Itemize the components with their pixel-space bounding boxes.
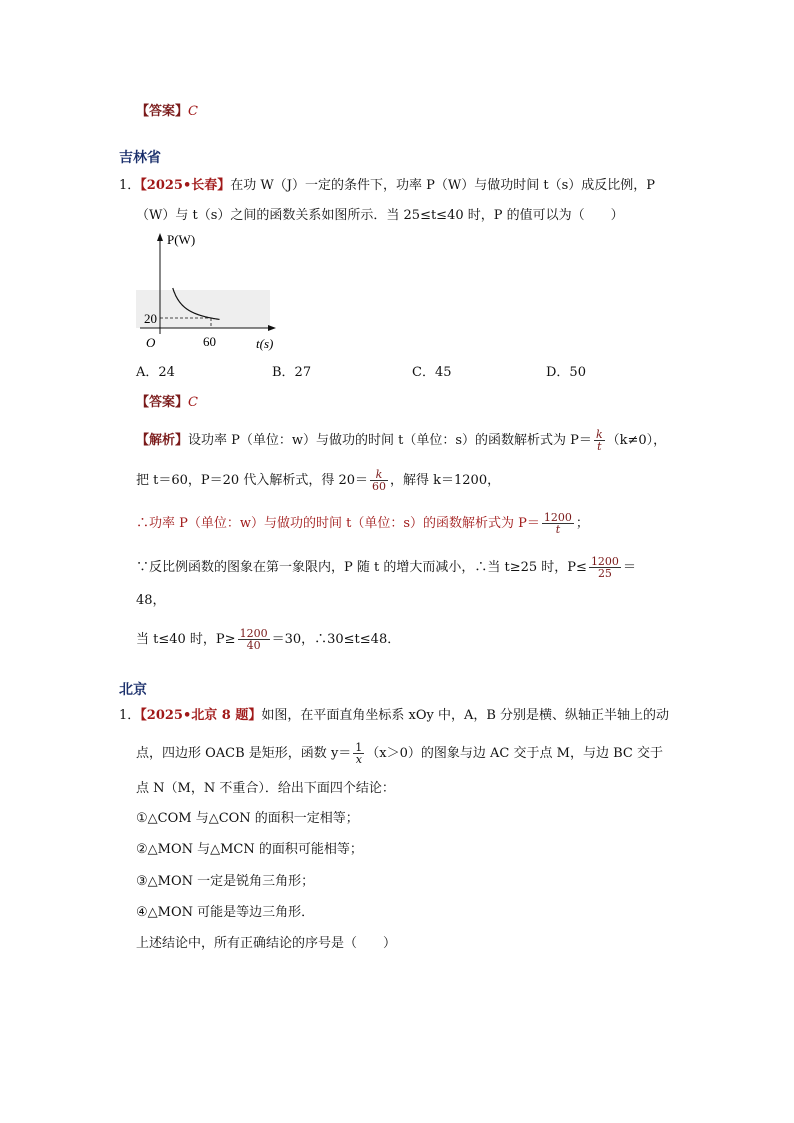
analysis-text: （k≠0）， [606,433,667,448]
analysis-text: 把 t＝60，P＝20 代入解析式，得 20＝ [136,473,368,488]
analysis-line4 [136,556,636,579]
fraction [589,556,621,579]
x-axis-arrow [268,325,276,331]
analysis-line3 [136,512,589,535]
fraction-numerator: 1 [355,741,363,754]
answer-label: 【答案】 [136,395,189,410]
inverse-proportion-graph [134,230,284,356]
fraction-denominator: t [597,440,602,453]
fraction-denominator: 25 [597,567,612,580]
jilin-answer [136,393,198,413]
option-d: D．50 [546,365,586,380]
beijing-question-prompt: 上述结论中，所有正确结论的序号是（ ） [136,936,397,951]
question-number: 1． [119,708,141,723]
beijing-question-line2 [136,742,663,765]
analysis-text: 当 t≤40 时，P≥ [136,632,236,647]
origin-label: O [146,335,156,350]
fraction [370,469,388,492]
analysis-text: 设功率 P（单位：w）与做功的时间 t（单位：s）的函数解析式为 P＝ [188,433,592,448]
analysis-text: ，解得 k＝1200， [390,473,501,488]
analysis-text: ＝30，∴30≤t≤48． [271,632,401,647]
beijing-question-line3: 点 N（M，N 不重合）．给出下面四个结论： [136,781,395,796]
analysis-text: ； [575,516,589,531]
fraction-numerator: k [370,469,388,481]
analysis-line2 [136,469,500,492]
beijing-question-line1 [119,706,669,726]
question-text: 点，四边形 OACB 是矩形，函数 y＝ [136,746,352,761]
conclusion-2: ②△MON 与△MCN 的面积可能相等； [136,842,363,857]
analysis-line1 [136,429,666,452]
fraction-numerator: 1200 [590,555,619,568]
question-text: 如图，在平面直角坐标系 xOy 中，A，B 分别是横、纵轴正半轴上的动 [261,708,670,723]
section-heading-beijing: 北京 [119,682,147,698]
answer-value: C [188,104,198,119]
top-answer [136,102,198,122]
question-text: 在功 W（J）一定的条件下，功率 P（W）与做功时间 t（s）成反比例，P [230,178,656,193]
fraction-denominator: 60 [372,480,386,493]
fraction-denominator: t [555,523,561,536]
option-a: A．24 [136,365,175,380]
source-tag: 【2025•北京 8 题】 [140,708,262,723]
section-heading-jilin: 吉林省 [119,150,161,166]
fraction-numerator: k [595,428,603,441]
analysis-text: ＝ [622,560,636,575]
fraction-numerator: 1200 [239,627,268,640]
y-axis-arrow [157,233,163,241]
y-tick-label: 20 [144,311,157,326]
fraction [542,512,574,535]
analysis-text: ∴功率 P（单位：w）与做功的时间 t（单位：s）的函数解析式为 P＝ [136,516,540,531]
conclusion-3: ③△MON 一定是锐角三角形； [136,874,315,889]
conclusion-1: ①△COM 与△CON 的面积一定相等； [136,811,359,826]
analysis-line6 [136,628,400,651]
conclusion-4: ④△MON 可能是等边三角形． [136,905,315,920]
source-tag: 【2025•长春】 [140,178,231,193]
y-axis-label: P(W) [167,232,196,247]
question-text: （x＞0）的图象与边 AC 交于点 M，与边 BC 交于 [366,746,663,761]
fraction-numerator: 1200 [543,511,572,524]
fraction-denominator: 40 [246,639,261,652]
option-b: B．27 [272,365,312,380]
answer-label: 【答案】 [136,104,189,119]
analysis-label: 【解析】 [136,433,189,448]
fraction [353,742,364,765]
answer-value: C [188,395,198,410]
jilin-question-line2: （W）与 t（s）之间的函数关系如图所示．当 25≤t≤40 时，P 的值可以为（ ） [136,208,624,223]
jilin-question-line1 [119,176,655,196]
analysis-line5: 48， [136,593,166,608]
x-axis-label: t(s) [256,336,274,351]
option-c: C．45 [412,365,452,380]
fraction-denominator: x [355,753,362,766]
x-tick-label: 60 [203,334,216,349]
analysis-text: ∵反比例函数的图象在第一象限内，P 随 t 的增大而减小，∴当 t≥25 时，P≤ [136,560,587,575]
question-number: 1． [119,178,141,193]
fraction [594,429,605,452]
fraction [238,628,270,651]
